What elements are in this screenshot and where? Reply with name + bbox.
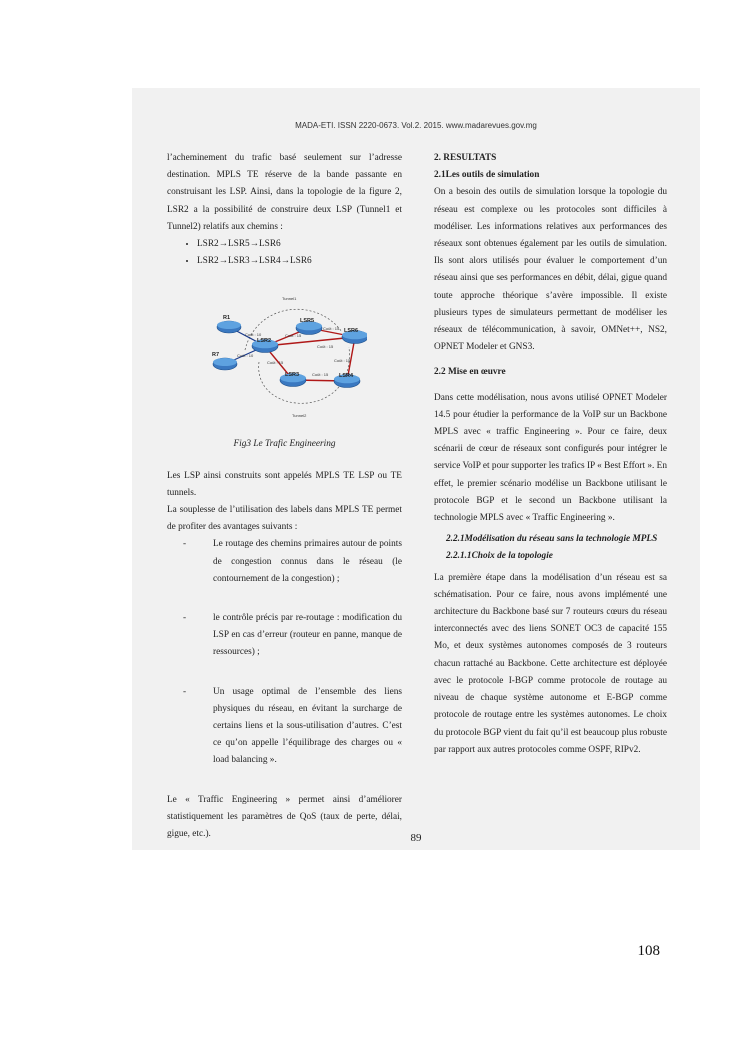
tunnel-label: Tunnel1 (282, 296, 297, 302)
journal-header: MADA-ETI. ISSN 2220-0673. Vol.2. 2015. www.madarevues.gov.mg (295, 121, 537, 130)
traffic-engineering-figure (167, 292, 402, 434)
router-r1-icon (217, 321, 241, 333)
link-cost-label: Coût : 15 (317, 344, 334, 350)
subsection-heading-implementation: 2.2 Mise en œuvre (434, 367, 506, 378)
link-cost-label: Coût : 10 (245, 332, 262, 338)
figure-caption: Fig3 Le Trafic Engineering (233, 439, 336, 450)
implementation-paragraph: Dans cette modélisation, nous avons utilisé OPNET Modeler 14.5 pour étudier la performance de la VoIP sur un Backbone MPLS avec « traffic Engineering ». Pour ce faire, deux scénarii de cœur de réseaux sont configurés pour intégrer le service VoIP et pour supporter les trafics IP « Best Effort ». En effet, le premier scénario modélise un Backbone utilisant le protocole BGP et le second un Backbone utilisant la technologie MPLS avec « Traffic Engineering ». (434, 392, 667, 524)
router-label: LSR4 (339, 373, 354, 380)
left-paragraph-2: Les LSP ainsi construits sont appelés MPLS TE LSP ou TE tunnels. (167, 470, 402, 498)
left-paragraph-4: Le « Traffic Engineering » permet ainsi d’améliorer statistiquement les paramètres de QoS (taux de perte, délai, gigue, etc.). (167, 794, 402, 840)
link-lsr2-lsr6 (265, 337, 355, 346)
topology-paragraph: La première étape dans la modélisation d’un réseau est sa schématisation. Pour ce faire, nous avons implémenté une architecture du Backbone basé sur 7 routeurs cœurs du réseau interconnectés avec des liens SONET OC3 de capacité 155 Mo, et deux systèmes autonomes composés de 3 routeurs chacun rattaché au Backbone. Cette architecture est déployée avec le protocole I-BGP comme protocole de routage au niveau de chaque système autonome et E-BGP comme protocole de routage entre les systèmes autonomes. Le choix du protocole BGP vient du fait qu’il est beaucoup plus robuste par rapport aux autres protocoles comme OSPF, RIPv2. (434, 572, 667, 755)
section-heading-results: 2. RESULTATS (434, 153, 497, 163)
link-cost-label: Coût : 15 (285, 333, 302, 339)
network-topology-diagram (207, 292, 367, 422)
lsp-path-list (167, 236, 402, 270)
link-cost-label: Coût : 10 (237, 353, 254, 359)
document-page-number: 108 (637, 943, 660, 959)
list-item: • LSR2→LSR5→LSR6 (197, 236, 402, 253)
list-item: - Le routage des chemins primaires autour de points de congestion connus dans le réseau (le contournement de la congestion) ; (183, 539, 402, 584)
tunnel-label: Tunnel2 (292, 413, 307, 419)
router-label: LSR2 (257, 338, 272, 345)
router-label: R7 (212, 352, 220, 359)
subsubsection-heading-modeling: 2.2.1Modélisation du réseau sans la technologie MPLS (446, 534, 658, 545)
router-label: LSR3 (285, 372, 300, 379)
list-item: - le contrôle précis par re-routage : modification du LSP en cas d’erreur (routeur en panne, manque de ressources) ; (183, 613, 402, 658)
router-label: LSR5 (300, 318, 315, 325)
left-column (167, 150, 402, 843)
link-cost-label: Coût : 15 (323, 326, 340, 332)
router-label: R1 (223, 315, 231, 322)
link-cost-label: Coût : 15 (267, 360, 284, 366)
list-item: • LSR2→LSR3→LSR4→LSR6 (197, 253, 402, 270)
right-column (434, 150, 667, 759)
router-label: LSR6 (344, 328, 359, 335)
subsection-heading-tools: 2.1Les outils de simulation (434, 170, 540, 181)
list-item: - Un usage optimal de l’ensemble des liens physiques du réseau, en évitant la surcharge de certains liens et la sous-utilisation d’autres. C’est ce qu’on appelle l’équilibrage des charges ou « load balancing ». (183, 686, 402, 766)
left-paragraph-3: La souplesse de l’utilisation des labels dans MPLS TE permet de profiter des avantages suivants : (167, 505, 402, 533)
tools-paragraph: On a besoin des outils de simulation lorsque la topologie du réseau est complexe ou les protocoles sont difficiles à modéliser. Les informations relatives aux performances des réseaux sont obtenues également par les outils de simulation. Ils sont alors utilisés pour évaluer le comportement d’un réseau ainsi que ses performances en débit, délai, gigue quand toute approche théorique s’avère impossible. Il existe plusieurs types de simulateurs permettant de modéliser les réseaux de télécommunication, à savoir, OMNet++, NS2, OPNET Modeler et GNS3. (434, 187, 667, 353)
journal-page-number: 89 (410, 832, 422, 844)
link-cost-label: Coût : 15 (334, 358, 351, 364)
router-r7-icon (213, 358, 237, 370)
subsubsection-heading-topology: 2.2.1.1Choix de la topologie (446, 551, 553, 562)
link-cost-label: Coût : 15 (312, 372, 329, 378)
left-paragraph-1: l’acheminement du trafic basé seulement sur l’adresse destination. MPLS TE réserve de la bande passante en construisant les LSP. Ainsi, dans la topologie de la figure 2, LSR2 a la possibilité de construire deux LSP (Tunnel1 et Tunnel2) relatifs aux chemins : (167, 153, 402, 232)
